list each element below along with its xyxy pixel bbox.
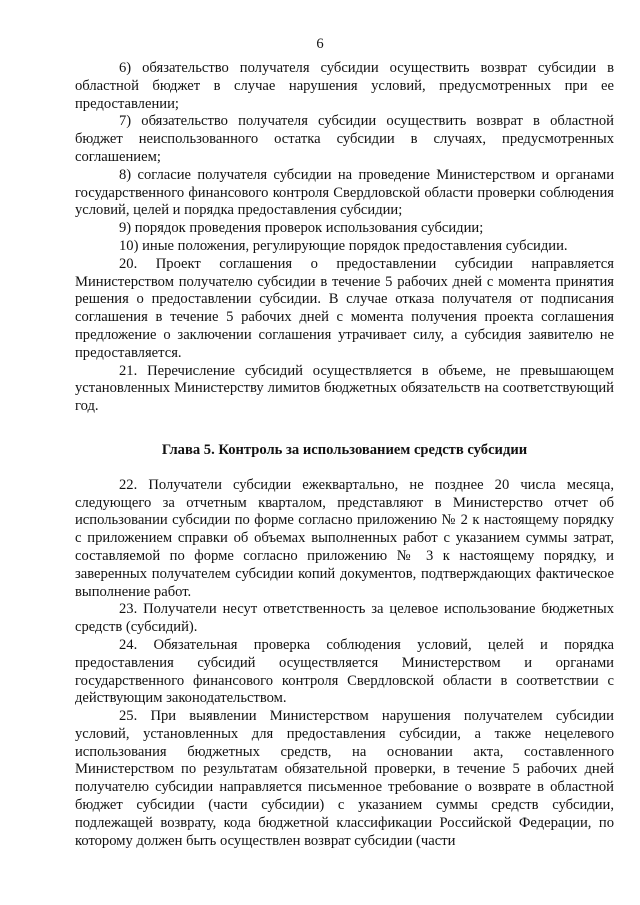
clause-10: 10) иные положения, регулирующие порядок предоставления субсидии. [119,237,568,254]
document-body [75,60,614,850]
paragraph-23: 23. Получатели несут ответственность за целевое использование бюджетных средств (субсидий). [75,601,614,636]
clause-7: 7) обязательство получателя субсидии осуществить возврат в областной бюджет неиспользованного остатка субсидии в случаях, предусмотренных соглашением; [75,113,614,165]
paragraph-25: 25. При выявлении Министерством нарушения получателем субсидии условий, установленных для предоставления субсидии, а также нецелевого использования бюджетных средств, на основании акта, составленного Министерством по результатам обязательной проверки, в течение 5 рабочих дней получателю субсидии направляется письменное требование о возврате в областной бюджет субсидии (части субсидии) с указанием суммы средств субсидии, подлежащей возврату, кода бюджетной классификации Российской Федерации, по которому должен быть осуществлен возврат субсидии (части [75,708,614,849]
paragraph-20: 20. Проект соглашения о предоставлении субсидии направляется Министерством получателю субсидии в течение 5 рабочих дней с момента принятия решения о предоставлении субсидии. В случае отказа получателя от подписания соглашения в течение 5 рабочих дней с момента получения проекта соглашения предложение о заключении соглашения утрачивает силу, а субсидия заявителю не предоставляется. [75,255,614,361]
chapter-heading: Глава 5. Контроль за использованием средств субсидии [161,441,528,458]
page-number: 6 [316,36,324,52]
paragraph-22: 22. Получатели субсидии ежеквартально, не позднее 20 числа месяца, следующего за отчетным кварталом, представляют в Министерство отчет об использовании субсидии по форме согласно приложению № 2 к настоящему порядку с приложением справки об объемах выполненных работ с указанием суммы затрат, составляемой по форме согласно приложению № 3 к настоящему порядку, и заверенных получателем субсидии копий документов, подтверждающих фактическое выполнение работ. [75,476,614,600]
clause-6: 6) обязательство получателя субсидии осуществить возврат субсидии в областной бюджет в случае нарушения условий, предусмотренных при ее предоставлении; [75,60,614,112]
paragraph-24: 24. Обязательная проверка соблюдения условий, целей и порядка предоставления субсидий осуществляется Министерством и органами государственного финансового контроля Свердловской области в соответствии с действующим законодательством. [75,636,614,707]
clause-9: 9) порядок проведения проверок использования субсидии; [119,220,484,237]
paragraph-21: 21. Перечисление субсидий осуществляется в объеме, не превышающем установленных Министерству лимитов бюджетных обязательств на соответствующий год. [75,362,614,415]
clause-8: 8) согласие получателя субсидии на проведение Министерством и органами государственного финансового контроля Свердловской области проверки соблюдения условий, целей и порядка предоставления субсидии; [75,166,614,219]
